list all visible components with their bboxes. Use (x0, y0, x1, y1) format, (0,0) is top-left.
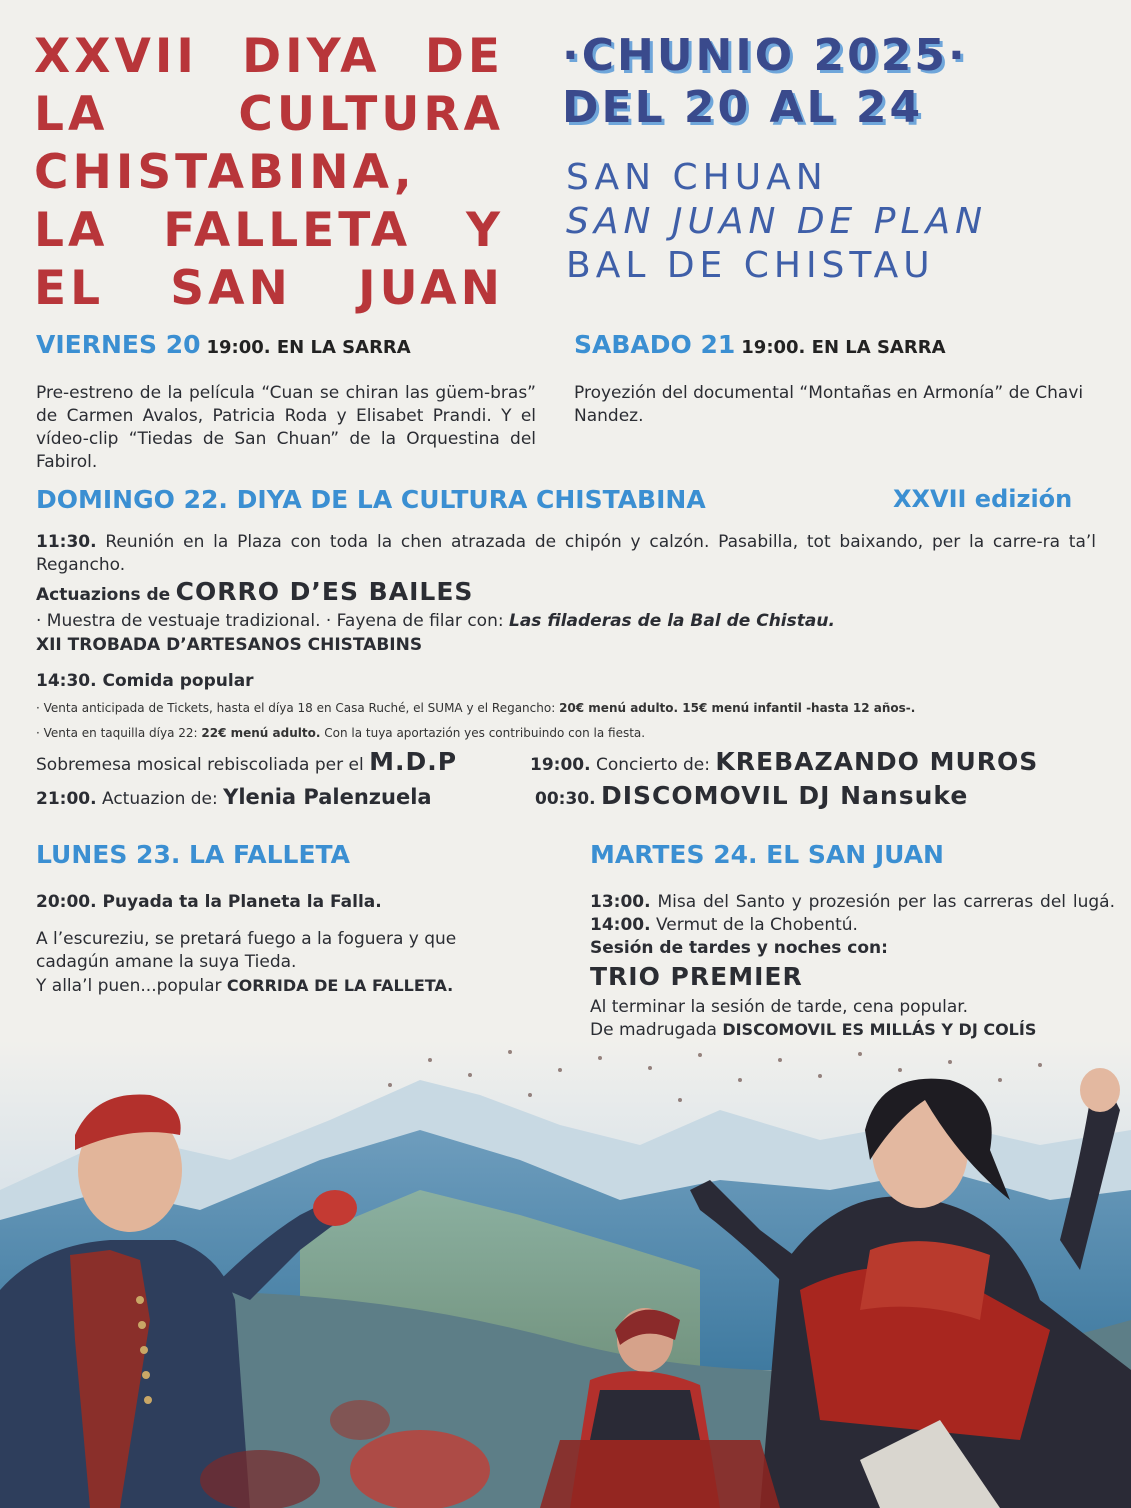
ylenia-name: Ylenia Palenzuela (223, 785, 432, 809)
event-dates (562, 30, 968, 134)
corrida-line (36, 974, 453, 998)
madrugada-text: De madrugada (590, 1020, 717, 1040)
reunion-text: Reunión en la Plaza con toda la chen atrazada de chipón y calzón. Pasabilla, tot baixando, per la carre-ra ta’l Regancho. (36, 532, 1097, 575)
viernes-day: VIERNES 20 (36, 330, 201, 359)
discomovil-line (535, 781, 969, 811)
viernes-heading (36, 330, 411, 359)
actuazion-time: 21:00. (36, 789, 97, 809)
corrida-text: Y alla’l puen...popular (36, 976, 222, 996)
trobada-line: XII TROBADA D’ARTESANOS CHISTABINS (36, 635, 423, 655)
dancers-photo (0, 1040, 1131, 1508)
sabado-day: SABADO 21 (574, 330, 736, 359)
title-line: LA FALLETA Y (34, 203, 504, 258)
martes-heading: MARTES 24. EL SAN JUAN (590, 840, 944, 869)
sabado-heading (574, 330, 946, 359)
t13-text: Misa del Santo y prozesión per las carreras del lugá. (657, 892, 1115, 912)
concierto-time: 19:00. (530, 755, 591, 775)
title-line: EL SAN JUAN (34, 261, 504, 316)
lunes-text: A l’escureziu, se pretará fuego a la foguera y que cadagún amane la suya Tieda. (36, 929, 457, 972)
sesion-line: Sesión de tardes y noches con: (590, 938, 888, 958)
date-range: DEL 20 AL 24 (562, 82, 924, 133)
muestra-line (36, 610, 835, 633)
nansuke-name: DISCOMOVIL DJ Nansuke (600, 781, 969, 810)
venta-anticipada (36, 697, 915, 719)
venta2-price: 22€ menú adulto. (201, 726, 321, 740)
actuazions-label: Actuazions de (36, 585, 171, 605)
concierto-line (530, 747, 1039, 777)
puyada-line: 20:00. Puyada ta la Planeta la Falla. (36, 892, 382, 912)
place-spanish: SAN JUAN DE PLAN (566, 201, 988, 242)
t14-text: Vermut de la Chobentú. (655, 915, 858, 935)
domingo-edition: XXVII edizión (893, 485, 1073, 513)
main-title (34, 28, 504, 318)
madrugada-line (590, 1018, 1036, 1042)
sobremesa-text: Sobremesa mosical rebiscoliada per el (36, 755, 364, 775)
place-valley: BAL DE CHISTAU (566, 245, 935, 286)
filaderas-name: Las filaderas de la Bal de Chistau. (508, 611, 835, 631)
muestra-text: · Muestra de vestuaje tradizional. · Fayena de filar con: (36, 611, 504, 631)
viernes-time: 19:00. EN LA SARRA (206, 337, 411, 358)
corro-name: CORRO D’ES BAILES (175, 577, 474, 606)
venta2-text: · Venta en taquilla díya 22: (36, 726, 198, 740)
cena-line: Al terminar la sesión de tarde, cena popular. (590, 997, 969, 1017)
disco-time: 00:30. (535, 789, 596, 809)
sabado-text: Proyezión del documental “Montañas en Armonía” de Chavi Nandez. (574, 383, 1084, 426)
sobremesa-line (36, 747, 458, 777)
actuazion-text: Actuazion de: (101, 789, 218, 809)
concierto-text: Concierto de: (595, 755, 710, 775)
domingo-heading: DOMINGO 22. DIYA DE LA CULTURA CHISTABINA (36, 485, 706, 514)
date-month-year: ·CHUNIO 2025· (562, 30, 968, 81)
t14-time: 14:00. (590, 915, 651, 935)
venta1-text: · Venta anticipada de Tickets, hasta el díya 18 en Casa Ruché, el SUMA y el Regancho: (36, 701, 556, 715)
sabado-time: 19:00. EN LA SARRA (741, 337, 946, 358)
madrugada-dj: DISCOMOVIL ES MILLÁS Y DJ COLÍS (722, 1020, 1037, 1039)
event-location (566, 156, 987, 288)
title-line: XXVII DIYA DE (34, 29, 504, 84)
mdp-name: M.D.P (369, 747, 458, 776)
title-line: CHISTABINA, (34, 145, 416, 200)
venta1-prices: 20€ menú adulto. 15€ menú infantil -hasta 12 años-. (559, 701, 916, 715)
t13-time: 13:00. (590, 892, 651, 912)
title-line: LA CULTURA (34, 87, 504, 142)
viernes-text: Pre-estreno de la película “Cuan se chiran las güem-bras” de Carmen Avalos, Patricia Roda y Elisabet Prandi. Y el vídeo-clip “Tiedas de San Chuan” de la Orquestina del Fabirol. (36, 383, 536, 472)
martes-morning (590, 891, 1115, 937)
comida-line: 14:30. Comida popular (36, 671, 254, 691)
actuazion-line (36, 786, 432, 811)
place-aragonese: SAN CHUAN (566, 157, 828, 198)
venta-taquilla (36, 722, 645, 744)
trio-premier: TRIO PREMIER (590, 962, 803, 991)
time-label: 11:30. (36, 532, 97, 552)
lunes-heading: LUNES 23. LA FALLETA (36, 840, 350, 869)
krebazando-name: KREBAZANDO MUROS (715, 747, 1039, 776)
domingo-1130 (36, 531, 1096, 577)
corrida-name: CORRIDA DE LA FALLETA. (226, 976, 454, 995)
venta2-end: Con la tuya aportazión yes contribuindo con la fiesta. (324, 726, 646, 740)
actuazions-line (36, 577, 474, 607)
